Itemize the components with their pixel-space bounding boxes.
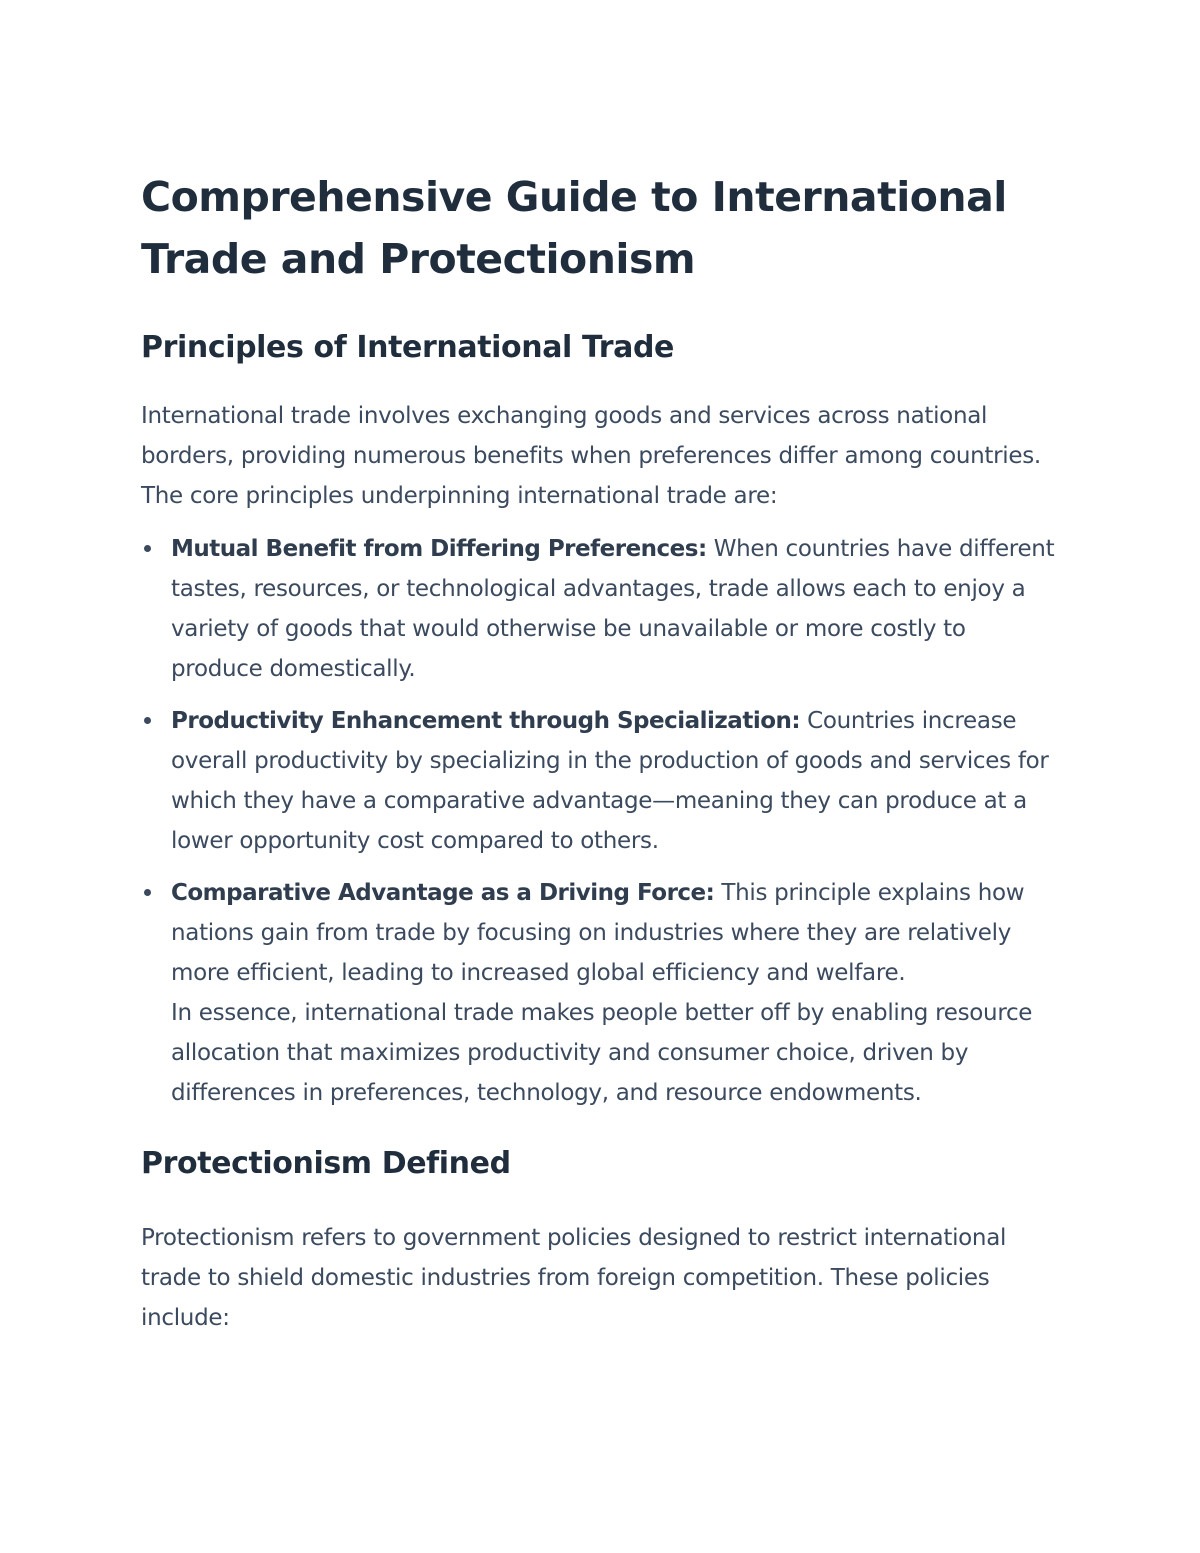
bullet-icon [144, 889, 151, 896]
section-intro-principles: International trade involves exchanging goods and services across national borders, providing numerous benefits when preferences differ among countries. The core principles underpinning international trade are: [141, 403, 1041, 509]
list-item-text: This principle explains how nations gain from trade by focusing on industries where they are relatively more efficient, leading to increased global efficiency and welfare. [171, 880, 1025, 986]
bullet-icon [144, 717, 151, 724]
principles-list [141, 529, 1061, 1113]
document-page [141, 166, 1061, 1338]
list-item-continuation: In essence, international trade makes people better off by enabling resource allocation that maximizes productivity and consumer choice, driven by differences in preferences, technology, and resource endowments. [171, 1000, 1033, 1106]
list-item-text: Countries increase overall productivity by specializing in the production of goods and services for which they have a comparative advantage—meaning they can produce at a lower opportunity cost compared to others. [171, 708, 1049, 854]
list-item-term: Productivity Enhancement through Specialization: [171, 708, 801, 734]
list-item-term: Comparative Advantage as a Driving Force: [171, 880, 715, 906]
section-heading-principles: Principles of International Trade [141, 330, 674, 365]
bullet-icon [144, 545, 151, 552]
list-item-term: Mutual Benefit from Differing Preferences: [171, 536, 707, 562]
list-item [141, 529, 1061, 689]
list-item [141, 873, 1061, 1113]
list-item [141, 701, 1061, 861]
document-title: Comprehensive Guide to International Trade and Protectionism [141, 173, 1007, 283]
section-heading-protectionism: Protectionism Defined [141, 1146, 511, 1181]
list-item-text: When countries have different tastes, resources, or technological advantages, trade allows each to enjoy a variety of goods that would otherwise be unavailable or more costly to produce domestically. [171, 536, 1055, 682]
section-intro-protectionism: Protectionism refers to government policies designed to restrict international trade to shield domestic industries from foreign competition. These policies include: [141, 1225, 1007, 1331]
